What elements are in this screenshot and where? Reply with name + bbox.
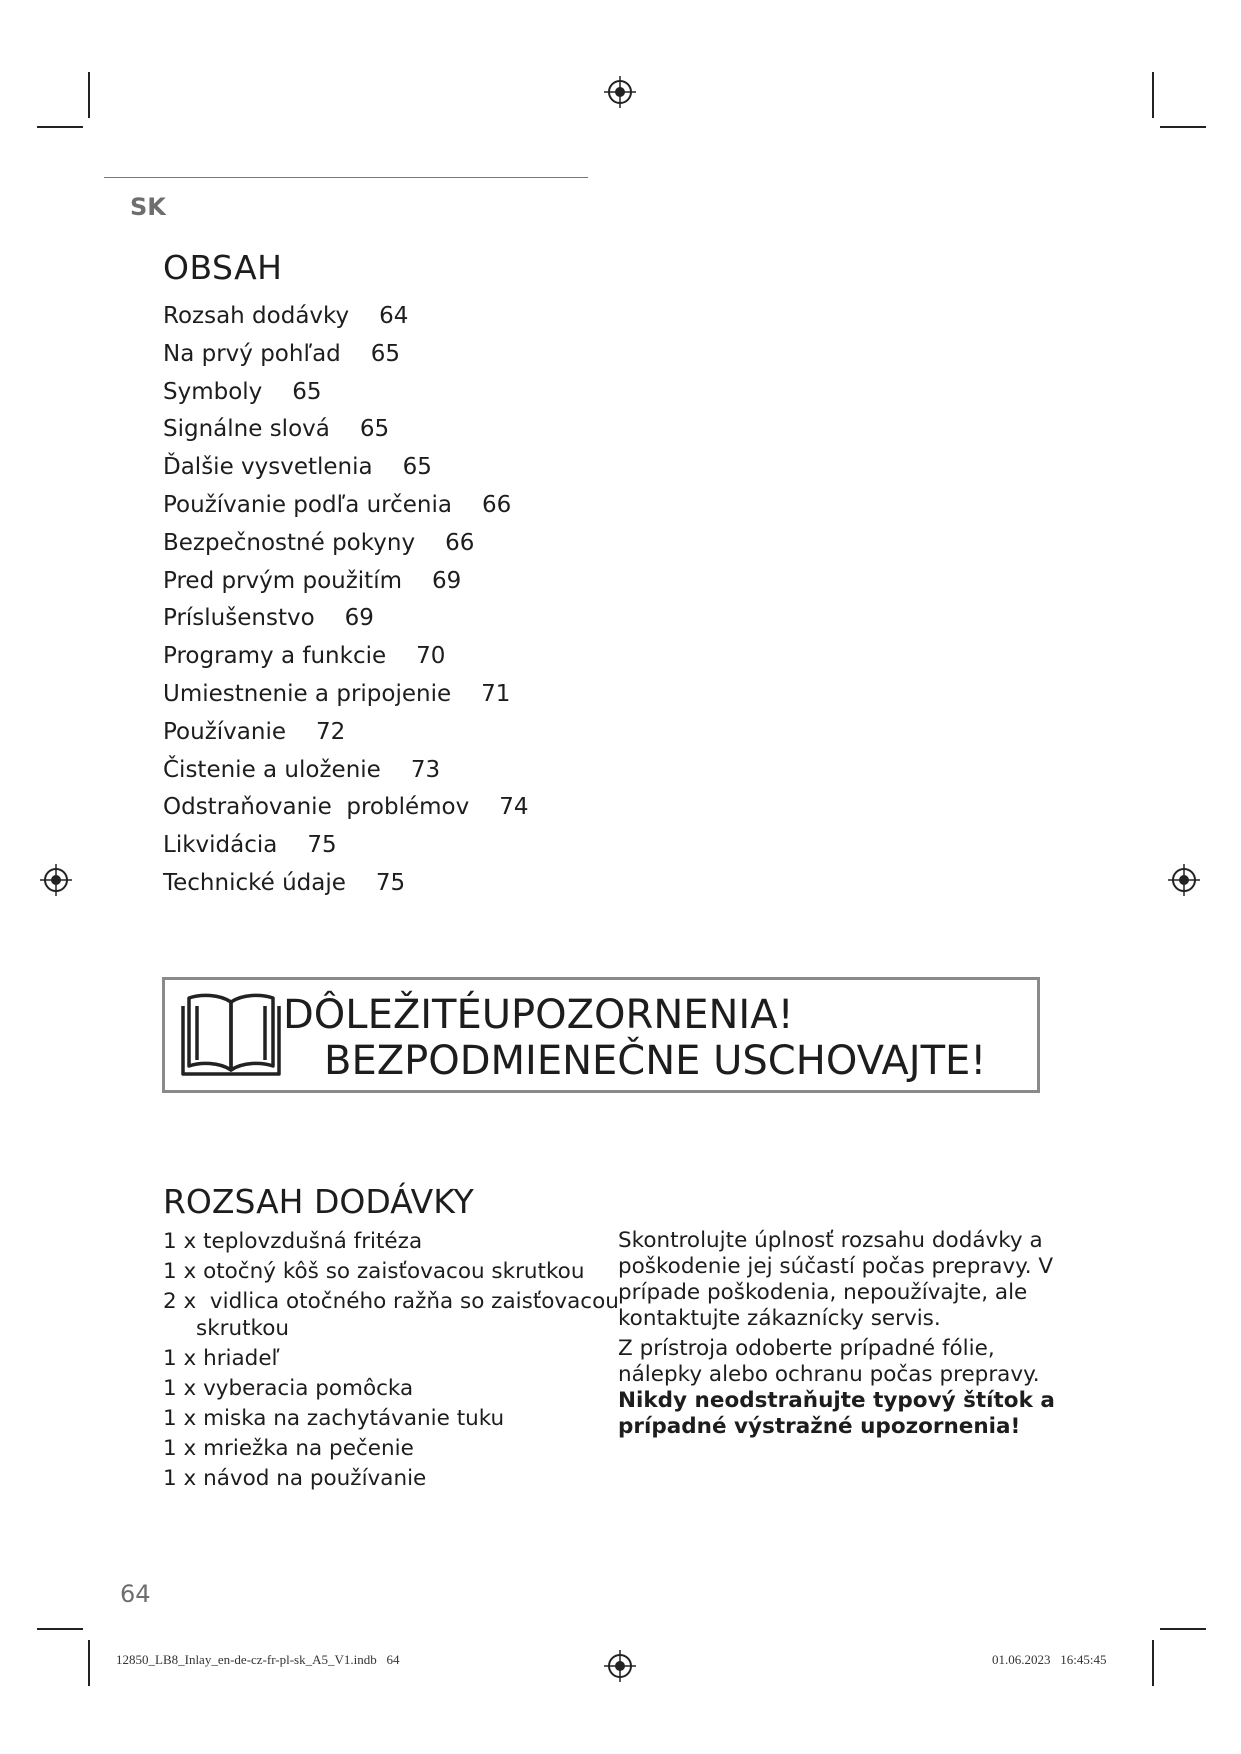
- toc-entry-page: 65: [292, 378, 322, 405]
- toc-entry-label: Bezpečnostné pokyny: [163, 529, 416, 556]
- toc-entry-label: Likvidácia: [163, 832, 278, 859]
- list-item: 1 x návod na používanie: [163, 1466, 427, 1491]
- toc-entry-label: Technické údaje: [163, 869, 346, 896]
- print-timestamp: 01.06.2023 16:45:45: [992, 1652, 1107, 1667]
- toc-entry-page: 70: [416, 643, 446, 670]
- page-number: 64: [120, 1580, 151, 1608]
- toc-entry-page: 69: [344, 605, 374, 632]
- toc-entry[interactable]: [163, 411, 528, 449]
- list-item-continuation: skrutkou: [196, 1316, 290, 1341]
- warning-title: DÔLEŽITÉUPOZORNENIA!: [283, 992, 794, 1038]
- toc-entry-label: Ďalšie vysvetlenia: [163, 454, 373, 481]
- toc-entry[interactable]: [163, 298, 528, 336]
- warning-note: Nikdy neodstraňujte typový štítok a prípadné výstražné upozornenia!: [618, 1388, 1055, 1439]
- toc-entry-label: Používanie: [163, 718, 286, 745]
- toc-entry[interactable]: [163, 638, 528, 676]
- open-book-icon: [175, 988, 287, 1080]
- toc-entry[interactable]: [163, 600, 528, 638]
- file-name: 12850_LB8_Inlay_en-de-cz-fr-pl-sk_A5_V1.indb 64: [116, 1652, 400, 1667]
- delivery-notes: [618, 1228, 1058, 1444]
- header-rule: [104, 177, 588, 178]
- toc-entry-label: Používanie podľa určenia: [163, 491, 452, 518]
- toc-entry-label: Umiestnenie a pripojenie: [163, 680, 452, 707]
- toc-entry[interactable]: [163, 487, 528, 525]
- crop-mark: [37, 126, 83, 128]
- registration-mark-icon: [40, 864, 72, 896]
- list-item: 2 x vidlica otočného ražňa so zaisťovacou: [163, 1289, 619, 1314]
- list-item: 1 x teplovzdušná fritéza: [163, 1229, 423, 1254]
- toc-entry[interactable]: [163, 789, 528, 827]
- toc-entry-page: 64: [379, 303, 409, 329]
- note-paragraph: Z prístroja odoberte prípadné fólie, nálepky alebo ochranu počas prepravy.: [618, 1336, 1040, 1387]
- crop-mark: [1152, 1640, 1154, 1686]
- list-item: 1 x miska na zachytávanie tuku: [163, 1406, 505, 1431]
- crop-mark: [1160, 1628, 1206, 1630]
- crop-mark: [37, 1628, 83, 1630]
- toc-entry-page: 65: [359, 416, 390, 443]
- toc-title: OBSAH: [163, 248, 283, 287]
- registration-mark-icon: [1168, 864, 1200, 896]
- crop-mark: [88, 72, 90, 118]
- toc-entry[interactable]: [163, 563, 528, 601]
- note-paragraph: Skontrolujte úplnosť rozsahu dodávky a poškodenie jej súčastí počas prepravy. V prípade poškodenia, nepoužívajte, ale kontaktujte zákaznícky servis.: [618, 1228, 1054, 1331]
- crop-mark: [1152, 72, 1154, 118]
- toc-entry-label: Na prvý pohľad: [163, 340, 341, 367]
- toc-entry-label: Čistenie a uloženie: [163, 756, 381, 783]
- crop-mark: [88, 1640, 90, 1686]
- list-item: 1 x mriežka na pečenie: [163, 1436, 414, 1461]
- toc-entry[interactable]: [163, 336, 528, 374]
- toc-entry[interactable]: [163, 449, 528, 487]
- toc-entry[interactable]: [163, 374, 528, 412]
- toc-entry-page: 66: [481, 491, 512, 518]
- list-item: 1 x otočný kôš so zaisťovacou skrutkou: [163, 1259, 585, 1284]
- toc-entry-page: 65: [370, 340, 401, 367]
- crop-mark: [1160, 126, 1206, 128]
- toc-entry-page: 69: [432, 567, 462, 594]
- toc-entry-page: 73: [410, 756, 441, 783]
- toc-entry-page: 75: [375, 869, 406, 896]
- toc-entry-label: Signálne slová: [163, 416, 330, 443]
- registration-mark-icon: [604, 76, 636, 108]
- toc-entry-page: 65: [402, 454, 432, 481]
- toc-entry-label: Programy a funkcie: [163, 643, 387, 670]
- toc-entry-page: 74: [499, 794, 529, 821]
- list-item: 1 x vyberacia pomôcka: [163, 1376, 414, 1401]
- list-item: 1 x hriadeľ: [163, 1346, 280, 1371]
- toc-entry-label: Odstraňovanie problémov: [163, 794, 470, 821]
- section-title: ROZSAH DODÁVKY: [163, 1182, 474, 1221]
- toc-entry-page: 71: [481, 680, 511, 707]
- toc-entry-label: Pred prvým použitím: [163, 567, 402, 594]
- toc-entry[interactable]: [163, 525, 528, 563]
- toc-entry-label: Príslušenstvo: [163, 605, 315, 632]
- toc-entry-page: 66: [445, 529, 475, 556]
- toc-entry[interactable]: [163, 827, 528, 865]
- warning-subtitle: BEZPODMIENEČNE USCHOVAJTE!: [324, 1038, 987, 1084]
- toc-entry-page: 72: [316, 718, 346, 745]
- toc-entry[interactable]: [163, 752, 528, 790]
- toc-entry-page: 75: [307, 832, 337, 859]
- registration-mark-icon: [604, 1650, 636, 1682]
- toc-entry-label: Rozsah dodávky: [163, 303, 350, 329]
- toc-entry-label: Symboly: [163, 378, 263, 405]
- toc-entry[interactable]: [163, 865, 528, 903]
- delivery-items-list: [163, 1228, 619, 1495]
- toc-list: [163, 298, 528, 903]
- toc-entry[interactable]: [163, 676, 528, 714]
- toc-entry[interactable]: [163, 714, 528, 752]
- language-code: SK: [130, 193, 166, 221]
